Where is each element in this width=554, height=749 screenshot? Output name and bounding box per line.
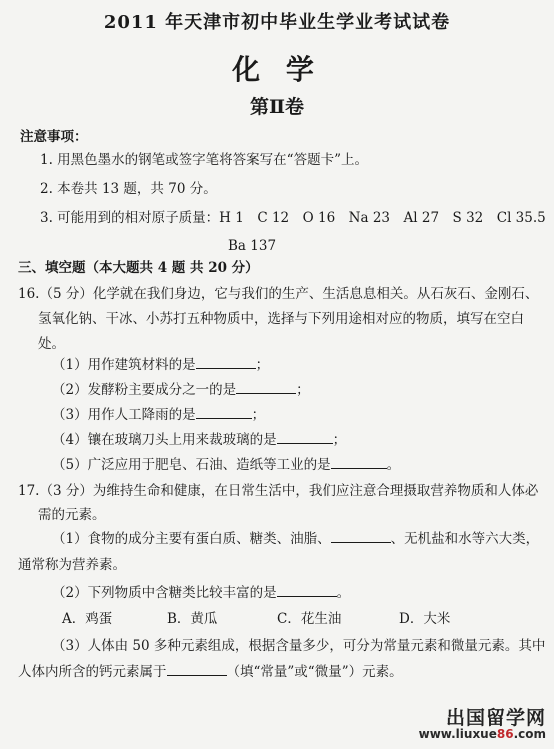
q17-sub-2-text: （2）下列物质中含糖类比较丰富的是	[52, 585, 277, 601]
option-a: A．鸡蛋	[62, 611, 113, 627]
volume-title: 第Ⅱ卷	[249, 96, 304, 118]
q16-sub-4: （4）镶在玻璃刀头上用来裁玻璃的是 ；	[52, 432, 347, 448]
q17-sub-2: （2）下列物质中含糖类比较丰富的是 。	[52, 585, 351, 601]
site-watermark	[406, 703, 546, 743]
q16-stem-line-2: 氢氧化钠、干冰、小苏打五种物质中，选择与下列用途相对应的物质，填写在空白	[38, 311, 524, 327]
q17-sub-3-continued: 人体内所含的钙元素属于 （填“常量”或“微量”）元素。	[18, 664, 403, 680]
answer-blank[interactable]	[331, 456, 387, 469]
q16-sub-5-text: （5）广泛应用于肥皂、石油、造纸等工业的是	[52, 457, 331, 473]
q17-stem-line-2: 需的元素。	[38, 507, 106, 523]
answer-blank[interactable]	[277, 431, 333, 444]
q16-sub-1: （1）用作建筑材料的是 ；	[52, 357, 270, 373]
watermark-title: 出国留学网	[445, 707, 546, 729]
q16-sub-2-text: （2）发酵粉主要成分之一的是	[52, 382, 237, 398]
option-c: C．花生油	[277, 611, 342, 627]
q17-sub-3: （3）人体由 50 多种元素组成，根据含量多少，可分为常量元素和微量元素。其中	[52, 638, 546, 654]
note-item-3-continued: Ba 137	[228, 238, 277, 254]
q16-stem-line-1: 16.（5 分）化学就在我们身边，它与我们的生产、生活息息相关。从石灰石、金刚石、	[18, 286, 539, 302]
q16-sub-5: （5）广泛应用于肥皂、石油、造纸等工业的是 。	[52, 457, 401, 473]
q16-stem-line-3: 处。	[38, 336, 65, 352]
watermark-url: www.liuxue86.com	[418, 727, 546, 741]
note-item-3: 3. 可能用到的相对原子质量：H 1 C 12 O 16 Na 23 Al 27 S 32 Cl 35.5	[40, 210, 546, 226]
q17-sub-1-text: （1）食物的成分主要有蛋白质、糖类、油脂、	[52, 531, 331, 547]
q17-options-row	[62, 610, 450, 628]
exam-title: 2011 年天津市初中毕业生学业考试试卷	[103, 12, 451, 33]
q17-sub-3-text: 人体内所含的钙元素属于	[18, 664, 167, 680]
q17-sub-1: （1）食物的成分主要有蛋白质、糖类、油脂、 、无机盐和水等六大类，	[52, 531, 540, 547]
answer-blank[interactable]	[331, 530, 391, 543]
section-3-heading: 三、填空题（本大题共 4 题 共 20 分）	[18, 260, 259, 276]
note-item-1: 1. 用黑色墨水的钢笔或签字笔将答案写在“答题卡”上。	[40, 152, 368, 168]
answer-blank[interactable]	[196, 356, 256, 369]
answer-blank[interactable]	[277, 584, 337, 597]
answer-blank[interactable]	[236, 381, 296, 394]
option-b: B．黄瓜	[167, 611, 218, 627]
q17-sub-1-continued: 通常称为营养素。	[18, 557, 126, 573]
q16-sub-1-text: （1）用作建筑材料的是	[52, 357, 196, 373]
q16-sub-2: （2）发酵粉主要成分之一的是 ；	[52, 382, 310, 398]
note-item-2: 2. 本卷共 13 题，共 70 分。	[40, 181, 217, 197]
subject-title: 化 学	[232, 53, 322, 86]
q17-stem-line-1: 17.（3 分）为维持生命和健康，在日常生活中，我们应注意合理摄取营养物质和人体必	[18, 483, 539, 499]
answer-blank[interactable]	[196, 406, 252, 419]
q16-sub-3-text: （3）用作人工降雨的是	[52, 407, 196, 423]
q16-sub-3: （3）用作人工降雨的是 ；	[52, 407, 266, 423]
answer-blank[interactable]	[167, 663, 227, 676]
notes-heading: 注意事项：	[20, 129, 88, 145]
option-d: D．大米	[399, 611, 451, 627]
q16-sub-4-text: （4）镶在玻璃刀头上用来裁玻璃的是	[52, 432, 277, 448]
